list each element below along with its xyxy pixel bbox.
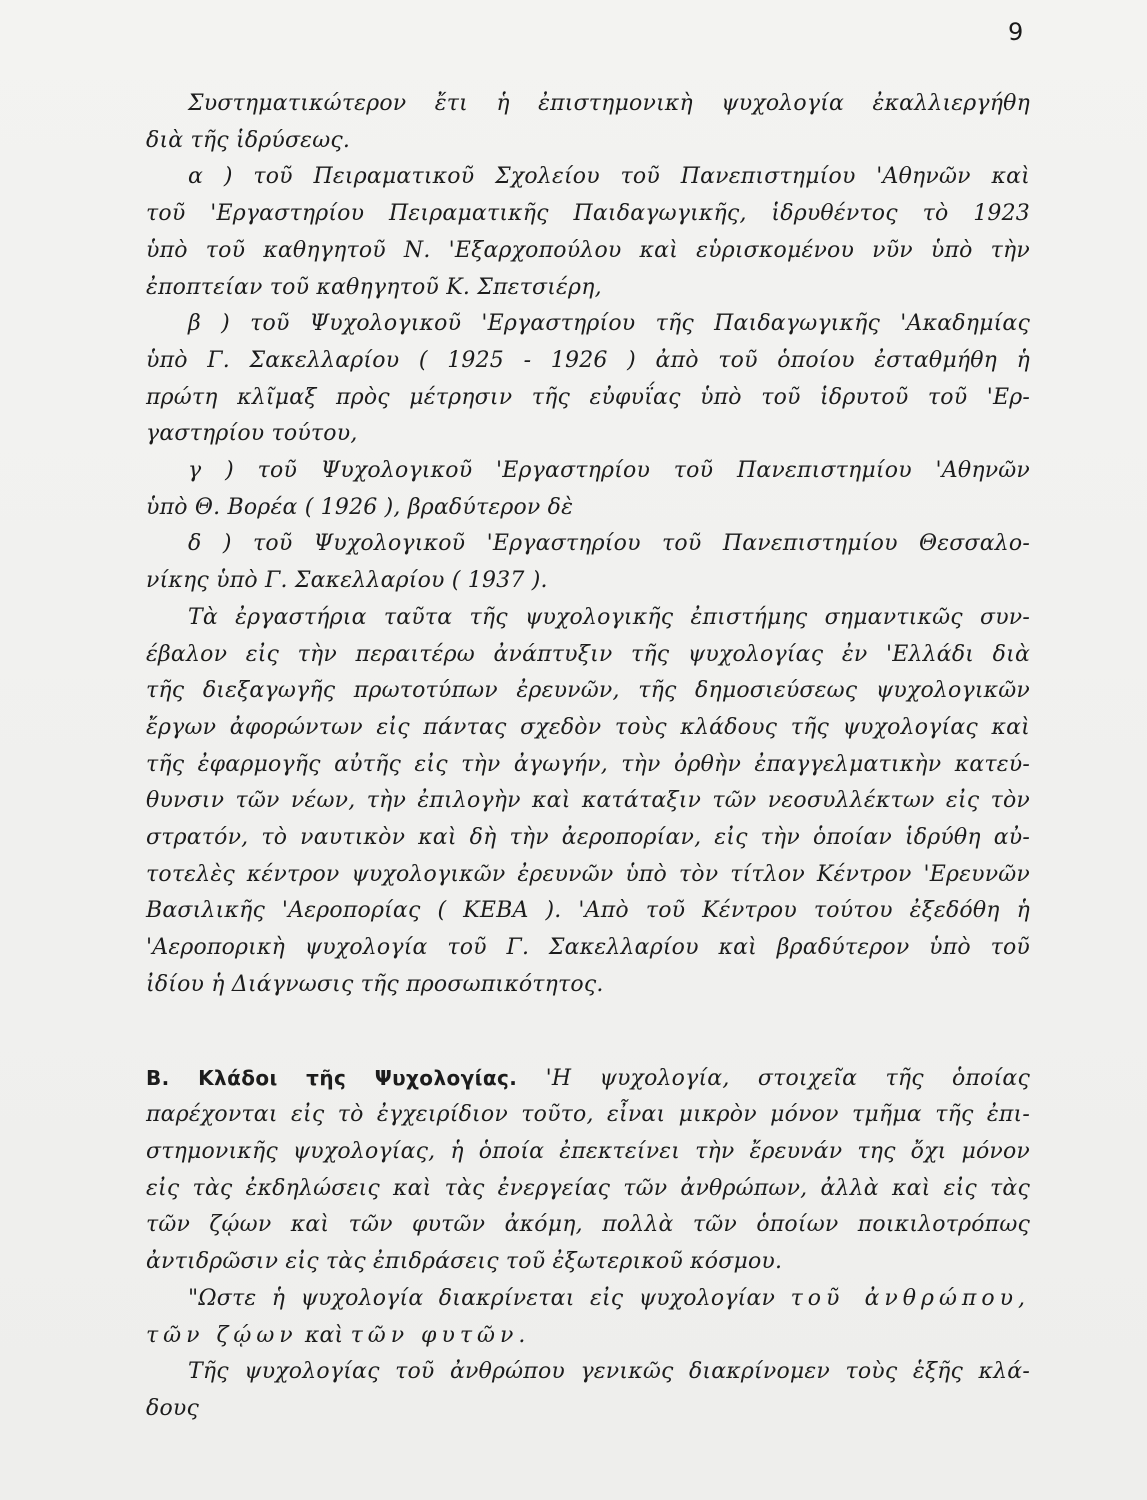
spaced-term: τῶν ζῴων (146, 1322, 298, 1348)
text-line: ἰδίου ἡ Διάγνωσις τῆς προσωπικότητος. (146, 971, 604, 997)
text-line: Τὰ ἐργαστήρια ταῦτα τῆς ψυχολογικῆς ἐπιστήμης σημαντικῶς συν- (188, 604, 1030, 630)
page-number: 9 (1008, 18, 1024, 46)
text-fragment: "Ωστε ἡ ψυχολογία διακρίνεται εἰς ψυχολογίαν (188, 1285, 776, 1311)
body-text (146, 86, 1030, 1428)
text-line: β ) τοῦ Ψυχολογικοῦ 'Εργαστηρίου τῆς Παιδαγωγικῆς 'Ακαδημίας (188, 311, 1030, 337)
section-heading: Β. Κλάδοι τῆς Ψυχολογίας. (146, 1065, 518, 1090)
text-line: ὑπὸ τοῦ καθηγητοῦ Ν. 'Εξαρχοπούλου καὶ εὑρισκομένου νῦν ὑπὸ τὴν (146, 237, 1030, 263)
text-line: τοῦ 'Εργαστηρίου Πειραματικῆς Παιδαγωγικῆς, ἱδρυθέντος τὸ 1923 (146, 201, 1030, 227)
text-line (146, 1281, 1030, 1318)
text-line: γαστηρίου τούτου, (146, 421, 358, 447)
text-line: στρατόν, τὸ ναυτικὸν καὶ δὴ τὴν ἀεροπορίαν, εἰς τὴν ὁποίαν ἱδρύθη αὐ- (146, 825, 1030, 851)
text-line (146, 1318, 1030, 1355)
section-first-line (146, 1060, 1030, 1098)
text-fragment: καὶ (304, 1322, 344, 1348)
section-intro-text: 'Η ψυχολογία, στοιχεῖα τῆς ὁποίας (545, 1065, 1030, 1091)
text-line: τοτελὲς κέντρον ψυχολογικῶν ἐρευνῶν ὑπὸ τὸν τίτλον Κέντρον 'Ερευνῶν (146, 861, 1030, 887)
text-line: τῆς διεξαγωγῆς πρωτοτύπων ἐρευνῶν, τῆς δημοσιεύσεως ψυχολογικῶν (146, 678, 1030, 704)
text-line: δ ) τοῦ Ψυχολογικοῦ 'Εργαστηρίου τοῦ Πανεπιστημίου Θεσσαλο- (188, 531, 1030, 557)
text-line: νίκης ὑπὸ Γ. Σακελλαρίου ( 1937 ). (146, 568, 548, 594)
text-line: θυνσιν τῶν νέων, τὴν ἐπιλογὴν καὶ κατάταξιν τῶν νεοσυλλέκτων εἰς τὸν (146, 788, 1030, 814)
text-line: πρώτη κλῖμαξ πρὸς μέτρησιν τῆς εὐφυΐας ὑπὸ τοῦ ἱδρυτοῦ τοῦ 'Ερ- (146, 384, 1030, 410)
spaced-term: τῶν φυτῶν. (350, 1322, 531, 1348)
text-line: ὑπὸ Θ. Βορέα ( 1926 ), βραδύτερον δὲ (146, 494, 574, 520)
text-line: παρέχονται εἰς τὸ ἐγχειρίδιον τοῦτο, εἶναι μικρὸν μόνον τμῆμα τῆς ἐπι- (146, 1102, 1030, 1128)
text-line: τῆς ἐφαρμογῆς αὐτῆς εἰς τὴν ἀγωγήν, τὴν ὀρθὴν ἐπαγγελματικὴν κατεύ- (146, 751, 1030, 777)
text-line: διὰ τῆς ἱδρύσεως. (146, 127, 351, 153)
text-line: Τῆς ψυχολογίας τοῦ ἀνθρώπου γενικῶς διακρίνομεν τοὺς ἑξῆς κλά- (188, 1359, 1030, 1385)
text-line: εἰς τὰς ἐκδηλώσεις καὶ τὰς ἐνεργείας τῶν ἀνθρώπων, ἀλλὰ καὶ εἰς τὰς (146, 1175, 1030, 1201)
text-line: Συστηματικώτερον ἔτι ἡ ἐπιστημονικὴ ψυχολογία ἐκαλλιεργήθη (188, 91, 1030, 116)
text-line: τῶν ζῴων καὶ τῶν φυτῶν ἀκόμη, πολλὰ τῶν ὁποίων ποικιλοτρόπως (146, 1212, 1030, 1238)
text-line: 'Αεροπορικὴ ψυχολογία τοῦ Γ. Σακελλαρίου καὶ βραδύτερον ὑπὸ τοῦ (146, 935, 1030, 961)
text-line: γ ) τοῦ Ψυχολογικοῦ 'Εργαστηρίου τοῦ Πανεπιστημίου 'Αθηνῶν (188, 458, 1030, 484)
text-line: στημονικῆς ψυχολογίας, ἡ ὁποία ἐπεκτείνει τὴν ἔρευνάν της ὄχι μόνον (146, 1138, 1030, 1164)
text-line: ὑπὸ Γ. Σακελλαρίου ( 1925 - 1926 ) ἀπὸ τοῦ ὁποίου ἐσταθμήθη ἡ (146, 347, 1030, 373)
text-line: ἐποπτείαν τοῦ καθηγητοῦ Κ. Σπετσιέρη, (146, 274, 602, 300)
text-line: έβαλον εἰς τὴν περαιτέρω ἀνάπτυξιν τῆς ψυχολογίας ἐν 'Ελλάδι διὰ (146, 641, 1030, 667)
text-line: ἀντιδρῶσιν εἰς τὰς ἐπιδράσεις τοῦ ἐξωτερικοῦ κόσμου. (146, 1249, 783, 1275)
section-gap (146, 1004, 1030, 1060)
text-line: ἔργων ἀφορώντων εἰς πάντας σχεδὸν τοὺς κλάδους τῆς ψυχολογίας καὶ (146, 714, 1030, 740)
text-line: δους (146, 1395, 199, 1421)
text-line: Βασιλικῆς 'Αεροπορίας ( ΚΕΒΑ ). 'Απὸ τοῦ Κέντρου τούτου ἐξεδόθη ἡ (146, 898, 1030, 924)
spaced-term: τοῦ ἀνθρώπου, (790, 1285, 1030, 1311)
text-line: α ) τοῦ Πειραματικοῦ Σχολείου τοῦ Πανεπιστημίου 'Αθηνῶν καὶ (188, 164, 1030, 190)
